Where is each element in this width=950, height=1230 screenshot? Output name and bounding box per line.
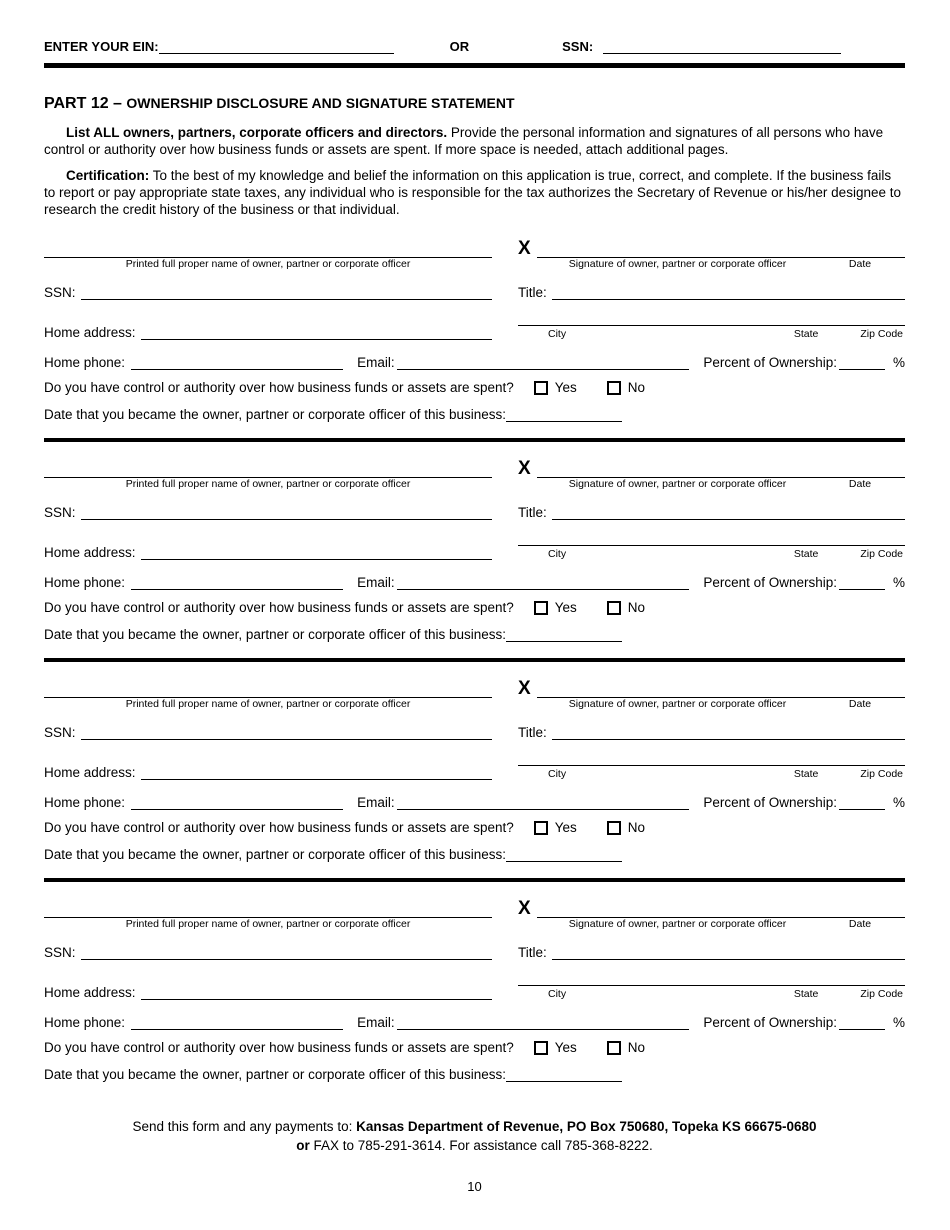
city-state-zip-input-line[interactable]: [518, 308, 905, 326]
home-phone-input-line[interactable]: [131, 792, 343, 810]
home-phone-input-line[interactable]: [131, 352, 343, 370]
ssn-field-input-line[interactable]: [81, 722, 492, 740]
name-signature-row: [44, 676, 905, 710]
control-question-row: [44, 1040, 905, 1055]
home-address-label: Home address:: [44, 325, 136, 341]
signature-caption: Signature of owner, partner or corporate officer: [568, 918, 787, 931]
ein-input-line[interactable]: [159, 36, 394, 54]
state-caption: State: [793, 548, 819, 561]
title-input-line[interactable]: [552, 722, 905, 740]
date-became-input-line[interactable]: [506, 404, 622, 422]
name-signature-row: [44, 456, 905, 490]
ssn-title-row: [44, 710, 905, 740]
owner-block: [44, 222, 905, 422]
email-input-line[interactable]: [397, 572, 690, 590]
date-became-row: [44, 404, 905, 422]
percent-ownership-input-line[interactable]: [839, 1012, 885, 1030]
control-question-row: [44, 600, 905, 615]
yes-checkbox-label: Yes: [554, 1040, 577, 1056]
home-phone-label: Home phone:: [44, 355, 126, 371]
zip-code-caption: Zip Code: [860, 768, 903, 781]
home-address-input-line[interactable]: [141, 322, 492, 340]
signature-caption: Signature of owner, partner or corporate officer: [568, 698, 787, 711]
phone-email-percent-row: [44, 1012, 905, 1030]
address-city-row: [44, 748, 905, 780]
home-phone-label: Home phone:: [44, 1015, 126, 1031]
no-checkbox[interactable]: [607, 1041, 621, 1055]
percent-sign: %: [892, 795, 905, 811]
signature-date-caption: Date: [848, 918, 872, 931]
email-input-line[interactable]: [397, 1012, 690, 1030]
signature-input-line[interactable]: [537, 896, 905, 918]
fax-assistance-text: FAX to 785-291-3614. For assistance call 785-368-8222.: [309, 1137, 653, 1153]
phone-email-percent-row: [44, 352, 905, 370]
printed-name-input-line[interactable]: [44, 456, 492, 478]
signature-caption: Signature of owner, partner or corporate officer: [568, 258, 787, 271]
title-field-label: Title:: [518, 505, 547, 521]
city-caption: City: [548, 548, 567, 561]
list-owners-lead: List ALL owners, partners, corporate officers and directors.: [66, 125, 448, 140]
signature-input-line[interactable]: [537, 676, 905, 698]
signature-x-mark: X: [518, 238, 531, 260]
control-question-text: Do you have control or authority over how business funds or assets are spent?: [44, 600, 514, 616]
printed-name-caption: Printed full proper name of owner, partner or corporate officer: [125, 918, 411, 931]
email-label: Email:: [357, 575, 395, 591]
control-question-text: Do you have control or authority over how business funds or assets are spent?: [44, 820, 514, 836]
date-became-input-line[interactable]: [506, 624, 622, 642]
zip-code-caption: Zip Code: [860, 328, 903, 341]
header-divider: [44, 63, 905, 68]
percent-sign: %: [892, 1015, 905, 1031]
date-became-input-line[interactable]: [506, 844, 622, 862]
yes-checkbox-label: Yes: [554, 380, 577, 396]
date-became-label: Date that you became the owner, partner or corporate officer of this business:: [44, 627, 507, 643]
signature-caption: Signature of owner, partner or corporate officer: [568, 478, 787, 491]
percent-ownership-label: Percent of Ownership:: [703, 575, 837, 591]
ssn-input-line[interactable]: [603, 36, 841, 54]
part-title-text: OWNERSHIP DISCLOSURE AND SIGNATURE STATEMENT: [126, 95, 515, 111]
address-city-row: [44, 308, 905, 340]
owner-block: [44, 442, 905, 642]
percent-ownership-label: Percent of Ownership:: [703, 795, 837, 811]
date-became-input-line[interactable]: [506, 1064, 622, 1082]
city-state-zip-input-line[interactable]: [518, 748, 905, 766]
control-question-text: Do you have control or authority over how business funds or assets are spent?: [44, 1040, 514, 1056]
no-checkbox[interactable]: [607, 601, 621, 615]
address-city-row: [44, 968, 905, 1000]
signature-x-mark: X: [518, 898, 531, 920]
title-field-label: Title:: [518, 945, 547, 961]
ssn-field-label: SSN:: [44, 285, 76, 301]
or-label: OR: [449, 39, 470, 54]
or-bold: or: [296, 1137, 310, 1153]
percent-ownership-input-line[interactable]: [839, 792, 885, 810]
ssn-field-label: SSN:: [44, 945, 76, 961]
no-checkbox[interactable]: [607, 381, 621, 395]
percent-ownership-input-line[interactable]: [839, 352, 885, 370]
name-signature-row: [44, 896, 905, 930]
home-address-label: Home address:: [44, 985, 136, 1001]
signature-input-line[interactable]: [537, 236, 905, 258]
date-became-label: Date that you became the owner, partner or corporate officer of this business:: [44, 847, 507, 863]
zip-code-caption: Zip Code: [860, 548, 903, 561]
ssn-title-row: [44, 930, 905, 960]
control-question-row: [44, 380, 905, 395]
city-state-zip-input-line[interactable]: [518, 968, 905, 986]
date-became-label: Date that you became the owner, partner or corporate officer of this business:: [44, 1067, 507, 1083]
no-checkbox-label: No: [627, 600, 646, 616]
title-field-label: Title:: [518, 285, 547, 301]
yes-checkbox[interactable]: [534, 601, 548, 615]
page-title: [44, 79, 905, 116]
percent-ownership-input-line[interactable]: [839, 572, 885, 590]
home-phone-label: Home phone:: [44, 575, 126, 591]
printed-name-input-line[interactable]: [44, 896, 492, 918]
home-phone-label: Home phone:: [44, 795, 126, 811]
send-prefix: Send this form and any payments to:: [132, 1119, 357, 1135]
ssn-field-input-line[interactable]: [81, 282, 492, 300]
home-address-label: Home address:: [44, 765, 136, 781]
list-owners-paragraph: [44, 124, 905, 159]
owner-blocks: [44, 222, 905, 1082]
percent-sign: %: [892, 575, 905, 591]
title-input-line[interactable]: [552, 282, 905, 300]
ssn-field-label: SSN:: [44, 505, 76, 521]
page-number: 10: [467, 1178, 482, 1194]
city-caption: City: [548, 988, 567, 1001]
phone-email-percent-row: [44, 572, 905, 590]
phone-email-percent-row: [44, 792, 905, 810]
ein-label: ENTER YOUR EIN:: [44, 39, 159, 54]
no-checkbox-label: No: [627, 1040, 646, 1056]
state-caption: State: [793, 988, 819, 1001]
ssn-field-input-line[interactable]: [81, 502, 492, 520]
home-phone-input-line[interactable]: [131, 572, 343, 590]
address-city-row: [44, 528, 905, 560]
signature-date-caption: Date: [848, 698, 872, 711]
list-owners-rest: Provide the personal information and signatures of all persons who have control or authority over how business funds or assets are spent. If more space is needed, attach additional pages.: [44, 125, 884, 158]
ssn-field-label: SSN:: [44, 725, 76, 741]
home-address-input-line[interactable]: [141, 542, 492, 560]
part-number: PART 12 –: [44, 95, 127, 112]
signature-x-mark: X: [518, 678, 531, 700]
printed-name-caption: Printed full proper name of owner, partner or corporate officer: [125, 698, 411, 711]
header-row: [44, 36, 905, 54]
yes-checkbox[interactable]: [534, 821, 548, 835]
printed-name-input-line[interactable]: [44, 676, 492, 698]
ssn-field-input-line[interactable]: [81, 942, 492, 960]
ssn-label: SSN:: [562, 39, 594, 54]
percent-sign: %: [892, 355, 905, 371]
zip-code-caption: Zip Code: [860, 988, 903, 1001]
control-question-row: [44, 820, 905, 835]
yes-checkbox[interactable]: [534, 1041, 548, 1055]
date-became-row: [44, 1064, 905, 1082]
title-input-line[interactable]: [552, 942, 905, 960]
date-became-row: [44, 624, 905, 642]
signature-date-caption: Date: [848, 258, 872, 271]
ssn-title-row: [44, 490, 905, 520]
home-phone-input-line[interactable]: [131, 1012, 343, 1030]
date-became-label: Date that you became the owner, partner or corporate officer of this business:: [44, 407, 507, 423]
percent-ownership-label: Percent of Ownership:: [703, 355, 837, 371]
city-caption: City: [548, 328, 567, 341]
intro-section: [44, 124, 905, 218]
email-input-line[interactable]: [397, 792, 690, 810]
state-caption: State: [793, 328, 819, 341]
signature-x-mark: X: [518, 458, 531, 480]
control-question-text: Do you have control or authority over how business funds or assets are spent?: [44, 380, 514, 396]
home-address-label: Home address:: [44, 545, 136, 561]
city-state-zip-input-line[interactable]: [518, 528, 905, 546]
no-checkbox-label: No: [627, 380, 646, 396]
mailing-footer: [44, 1118, 905, 1154]
date-became-row: [44, 844, 905, 862]
mailing-address: Kansas Department of Revenue, PO Box 750680, Topeka KS 66675-0680: [356, 1119, 817, 1135]
home-address-input-line[interactable]: [141, 762, 492, 780]
printed-name-caption: Printed full proper name of owner, partner or corporate officer: [125, 258, 411, 271]
printed-name-input-line[interactable]: [44, 236, 492, 258]
email-label: Email:: [357, 795, 395, 811]
certification-paragraph: [44, 167, 905, 219]
no-checkbox[interactable]: [607, 821, 621, 835]
email-input-line[interactable]: [397, 352, 690, 370]
name-signature-row: [44, 236, 905, 270]
email-label: Email:: [357, 1015, 395, 1031]
yes-checkbox-label: Yes: [554, 820, 577, 836]
home-address-input-line[interactable]: [141, 982, 492, 1000]
signature-date-caption: Date: [848, 478, 872, 491]
ssn-title-row: [44, 270, 905, 300]
owner-block: [44, 882, 905, 1082]
email-label: Email:: [357, 355, 395, 371]
certification-rest: To the best of my knowledge and belief the information on this application is true, correct, and complete. If the business fails to report or pay appropriate state taxes, any individual who is responsible for the tax authorizes the Secretary of Revenue or his/her designee to research the credit history of the business or that individual.: [44, 167, 901, 218]
percent-ownership-label: Percent of Ownership:: [703, 1015, 837, 1031]
no-checkbox-label: No: [627, 820, 646, 836]
printed-name-caption: Printed full proper name of owner, partner or corporate officer: [125, 478, 411, 491]
city-caption: City: [548, 768, 567, 781]
certification-lead: Certification:: [66, 167, 150, 183]
yes-checkbox[interactable]: [534, 381, 548, 395]
yes-checkbox-label: Yes: [554, 600, 577, 616]
owner-block: [44, 662, 905, 862]
state-caption: State: [793, 768, 819, 781]
title-field-label: Title:: [518, 725, 547, 741]
title-input-line[interactable]: [552, 502, 905, 520]
signature-input-line[interactable]: [537, 456, 905, 478]
